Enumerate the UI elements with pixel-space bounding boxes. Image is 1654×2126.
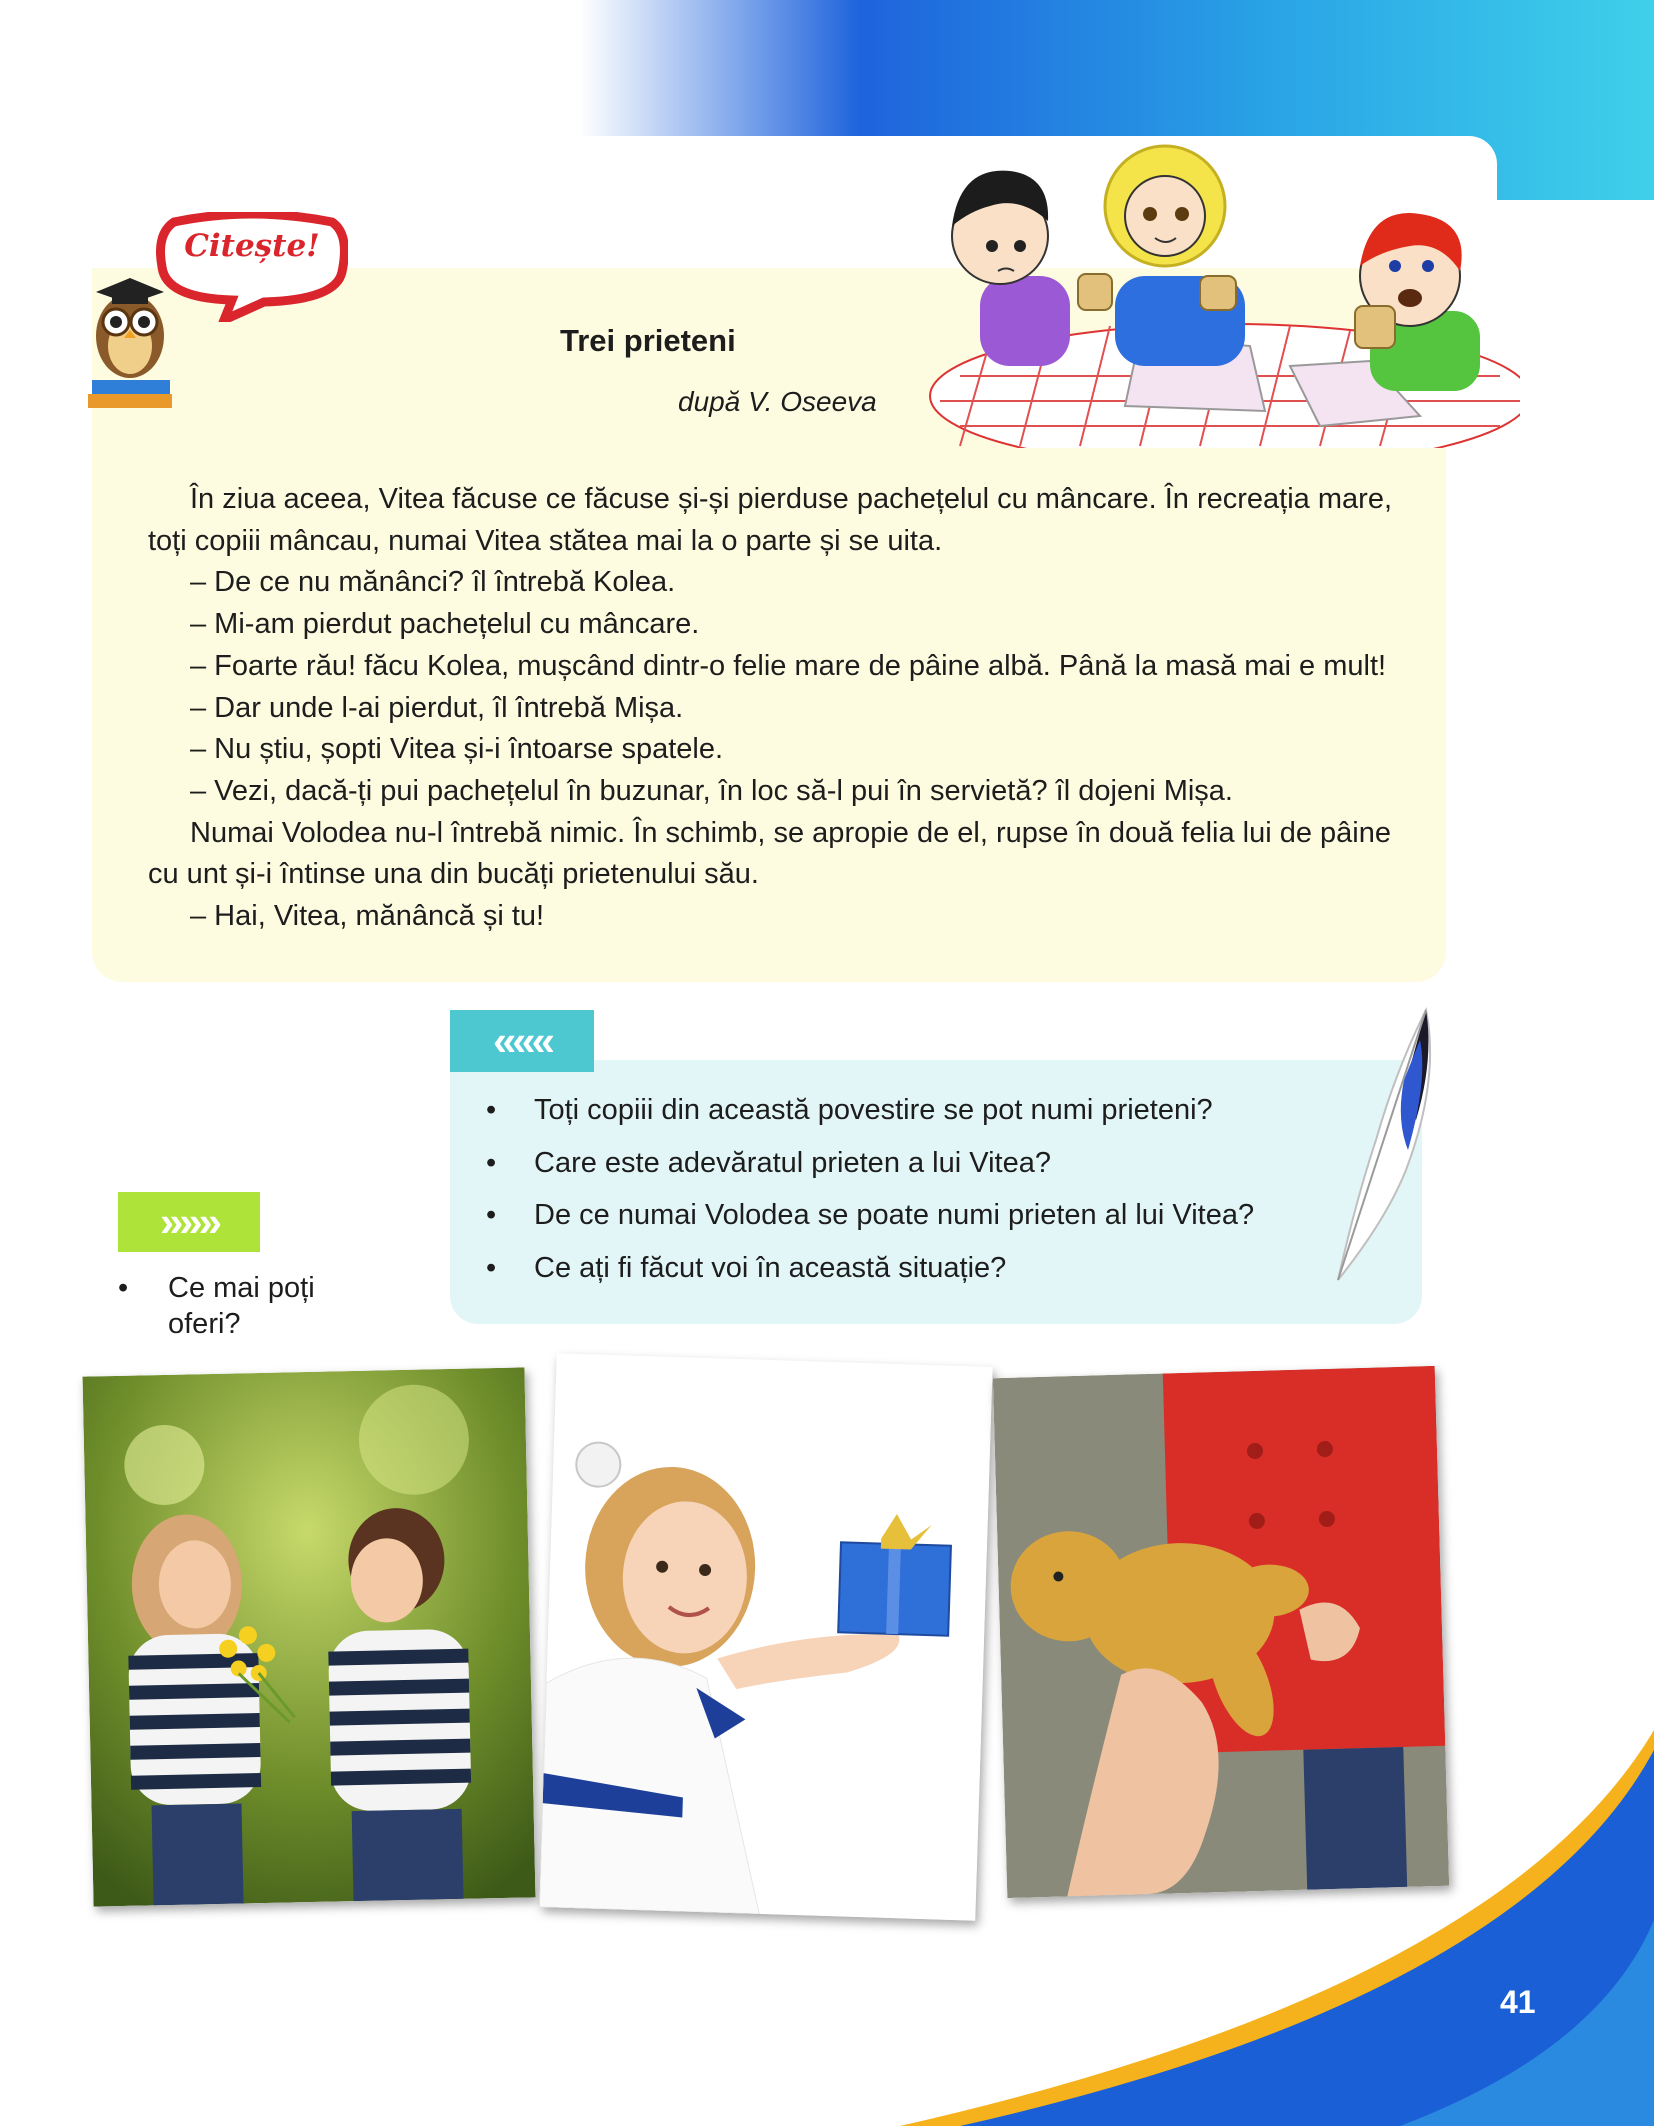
- side-task-list: [118, 1270, 378, 1342]
- side-task-item: • Ce mai poți oferi?: [118, 1270, 378, 1342]
- owl-icon: [82, 270, 178, 412]
- story-dialogue-line: – Dar unde l-ai pierdut, îl întrebă Mișa.: [190, 691, 684, 724]
- story-dialogue-line: – Mi-am pierdut pachețelul cu mâncare.: [190, 608, 700, 641]
- question-item: • Toți copiii din această povestire se pot numi prieteni?: [486, 1084, 1366, 1137]
- story-dialogue-line: – De ce nu mănânci? îl întrebă Kolea.: [190, 566, 676, 599]
- citeste-badge-label: Citește!: [184, 228, 320, 264]
- story-dialogue-line: – Vezi, dacă-ți pui pachețelul în buzunar, în loc să-l pui în servietă? îl dojeni Mișa.: [190, 774, 1233, 807]
- story-title: Trei prieteni: [560, 323, 736, 358]
- question-list: [486, 1084, 1366, 1294]
- page-number: 41: [1500, 1984, 1536, 2020]
- story-dialogue-line: – Nu știu, șopti Vitea și-i întoarse spatele.: [190, 733, 724, 766]
- story-paragraph: În ziua aceea, Vitea făcuse ce făcuse și-și pierduse pachețelul cu mâncare. În recreația mare, toți copiii mâncau, numai Vitea stătea mai la o parte și se uita.: [148, 483, 1392, 557]
- question-item: • Ce ați fi făcut voi în această situație?: [486, 1242, 1366, 1295]
- photo-children-flowers: [82, 1367, 535, 1906]
- bottom-swoosh: [900, 1690, 1654, 2126]
- question-item: • De ce numai Volodea se poate numi prieten al lui Vitea?: [486, 1189, 1366, 1242]
- question-item: • Care este adevăratul prieten a lui Vitea?: [486, 1137, 1366, 1190]
- chevron-right-icon: »»»: [159, 1198, 219, 1245]
- children-eating-illustration: [900, 126, 1520, 448]
- story-dialogue-line: – Hai, Vitea, mănâncă și tu!: [190, 900, 545, 933]
- chevron-left-icon: «««: [492, 1017, 552, 1064]
- story-author: după V. Oseeva: [678, 386, 877, 417]
- story-text: [148, 479, 1418, 938]
- story-paragraph: Numai Volodea nu-l întrebă nimic. În schimb, se apropie de el, rupse în două felia lui de pâine cu unt și-i întinse una din bucăți prietenului său.: [148, 816, 1391, 891]
- story-dialogue-line: – Foarte rău! făcu Kolea, mușcând dintr-o felie mare de pâine albă. Până la masă mai e mult!: [190, 649, 1387, 682]
